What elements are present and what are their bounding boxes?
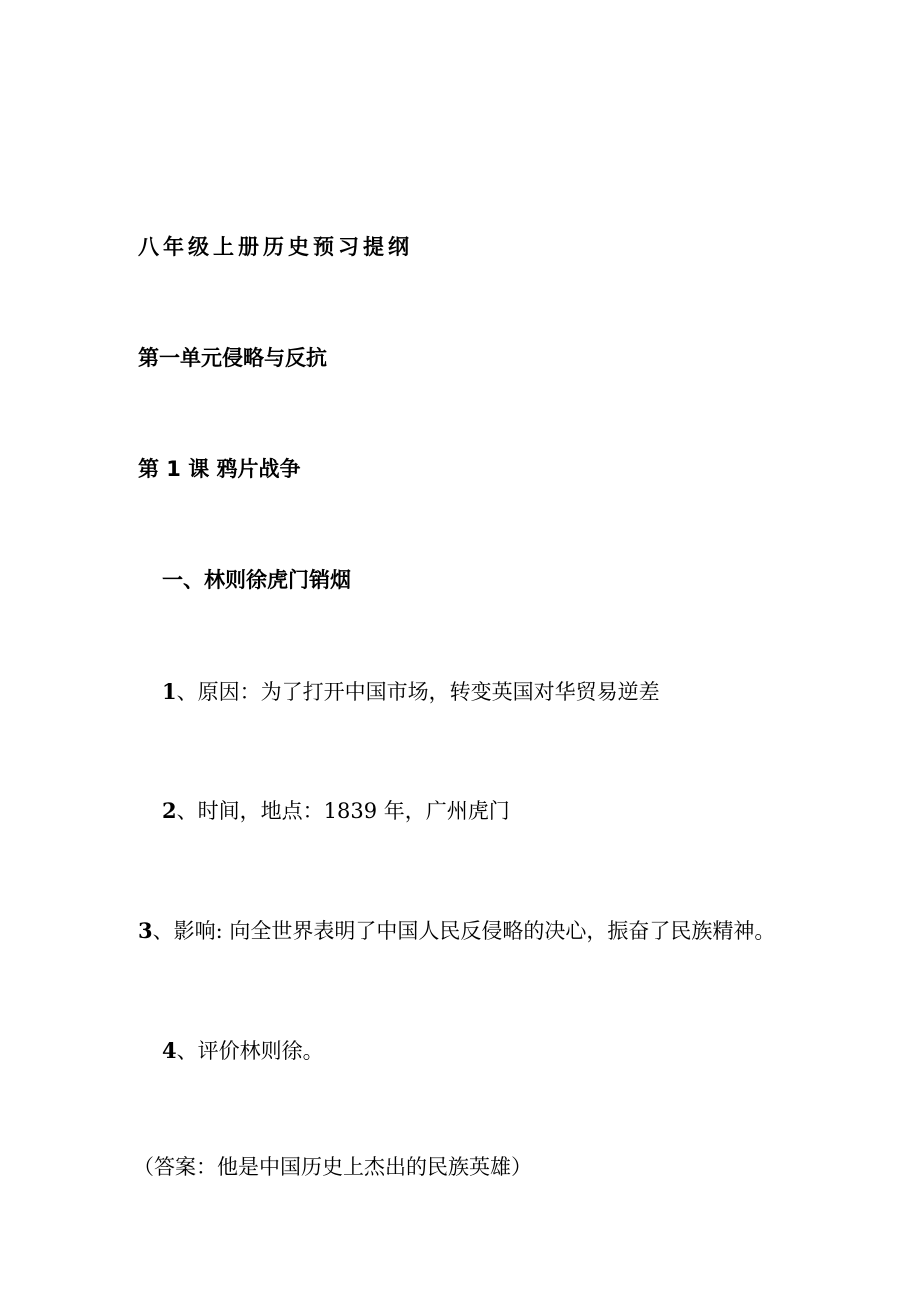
item-number: 1 (162, 679, 177, 704)
list-item (162, 800, 510, 822)
item-number: 3 (138, 918, 153, 943)
lesson-title: 第 1 课 鸦片战争 (138, 457, 301, 481)
item-number: 4 (162, 1038, 177, 1063)
item-number: 2 (162, 798, 177, 823)
item-text: 、评价林则徐。 (176, 1039, 324, 1063)
item-text: 、时间，地点：1839 年，广州虎门 (176, 799, 510, 823)
unit-title: 第一单元侵略与反抗 (138, 346, 327, 370)
list-item (162, 681, 660, 703)
item-text: 、影响: 向全世界表明了中国人民反侵略的决心，振奋了民族精神。 (152, 919, 776, 943)
section-heading: 一、林则徐虎门销烟 (162, 568, 351, 592)
list-item (162, 1040, 324, 1062)
answer-text: （答案：他是中国历史上杰出的民族英雄） (133, 1155, 532, 1179)
item-text: 、原因：为了打开中国市场，转变英国对华贸易逆差 (176, 680, 660, 704)
list-item (138, 920, 775, 942)
document-title: 八年级上册历史预习提纲 (138, 235, 413, 259)
